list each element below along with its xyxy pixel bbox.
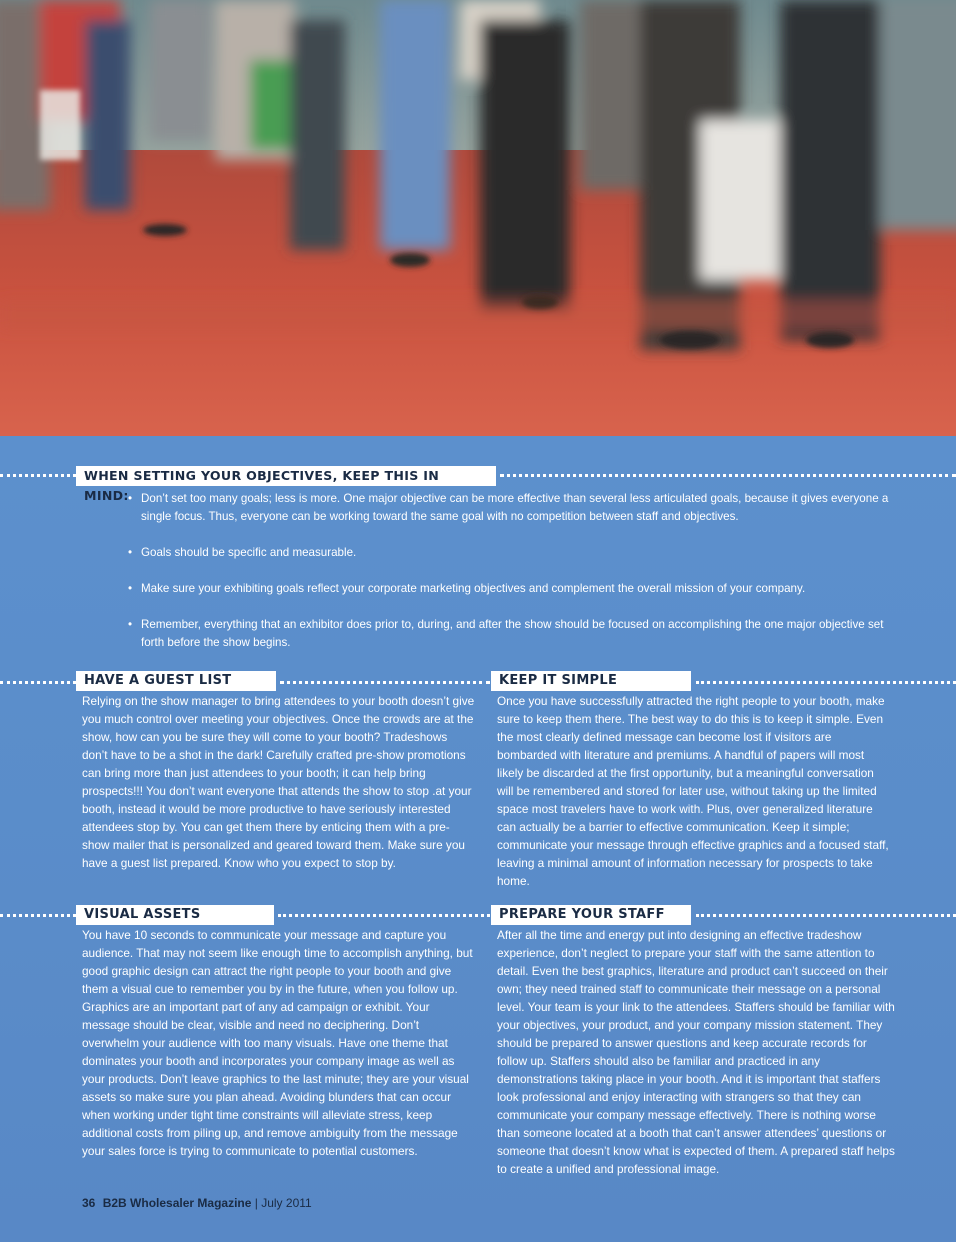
objectives-list	[128, 490, 908, 652]
bullet-icon: •	[128, 546, 133, 559]
hero-photo	[0, 0, 956, 436]
dotted-rule	[696, 914, 956, 917]
prepare-staff-heading: PREPARE YOUR STAFF	[491, 905, 691, 925]
keep-simple-heading: KEEP IT SIMPLE	[491, 671, 691, 691]
dotted-rule	[0, 681, 76, 684]
list-item: • Goals should be specific and measurable.	[128, 544, 908, 562]
list-item: • Make sure your exhibiting goals reflect your corporate marketing objectives and complement the overall mission of your company.	[128, 580, 908, 598]
visual-assets-heading: VISUAL ASSETS	[76, 905, 274, 925]
magazine-name: B2B Wholesaler Magazine	[102, 1196, 252, 1210]
objectives-heading: WHEN SETTING YOUR OBJECTIVES, KEEP THIS IN MIND:	[76, 466, 496, 486]
bullet-icon: •	[128, 582, 133, 595]
list-item: • Remember, everything that an exhibitor does prior to, during, and after the show should be focused on accomplishing the one major objective set forth before the show begins.	[128, 618, 884, 649]
dotted-rule	[0, 914, 76, 917]
prepare-staff-body: After all the time and energy put into designing an effective tradeshow experience, don’t neglect to prepare your staff with the same attention to detail. Even the best graphics, literature and product can’t succeed on their own; they need trained staff to communicate their message on a personal level. Your team is your link to the attendees. Staffers should be familiar with your objectives, your product, and your company mission statement. They should be prepared to answer questions and keep accurate records for follow up. Staffers should also be familiar and practiced in any demonstrations taking place in your booth. And it is important that staffers look professional and enjoy interacting with strangers so that they can communicate your company message effectively. There is nothing worse than someone located at a booth that can’t answer attendees’ questions or someone that doesn’t know what is expected of them. A prepared staff helps to create a unified and professional image.	[497, 928, 895, 1176]
guest-list-body: Relying on the show manager to bring attendees to your booth doesn’t give you much control over meeting your objectives. Once the crowds are at the show, how can you be sure they will come to your booth? Tradeshows don’t have to be a shot in the dark! Carefully crafted pre-show promotions can bring more than just attendees to your booth; it can help bring prospects!!! You don’t want everyone that attends the show to stop .at your booth, instead it would be more productive to have seriously interested attendees stop by. You can get them there by enticing them with a pre-show mailer that is personalized and geared toward them. Make sure you have a guest list prepared. Know who you expect to stop by.	[82, 694, 475, 870]
bullet-icon: •	[128, 618, 133, 631]
visual-assets-body: You have 10 seconds to communicate your message and capture you audience. That may not seem like enough time to accomplish anything, but good graphic design can attract the right people to your booth and give them a visual cue to remember you by in the future, when you follow up. Graphics are an important part of any ad campaign or exhibit. Your message should be clear, visible and need no deciphering. Don’t overwhelm your audience with too many visuals. Have one theme that dominates your booth and incorporates your company image as well as your products. Don’t leave graphics to the last minute; they are your visual assets so make sure you plan ahead. Avoiding blunders that can occur when working under tight time constraints will alleviate stress, keep additional costs from piling up, and remove ambiguity from the message your sales force is trying to communicate to potential customers.	[82, 928, 473, 1158]
dotted-rule	[280, 681, 490, 684]
dotted-rule	[500, 474, 956, 477]
guest-list-heading: HAVE A GUEST LIST	[76, 671, 276, 691]
bullet-icon: •	[128, 492, 133, 505]
list-item: • Don’t set too many goals; less is more. One major objective can be more effective than several less articulated goals, because it gives everyone a single focus. Thus, everyone can be working toward the same goal with no competition between staff and objectives.	[128, 492, 889, 523]
dotted-rule	[278, 914, 490, 917]
issue-date: | July 2011	[254, 1196, 312, 1210]
page-footer	[82, 1196, 312, 1210]
dotted-rule	[0, 474, 76, 477]
dotted-rule	[696, 681, 956, 684]
keep-simple-body: Once you have successfully attracted the right people to your booth, make sure to keep them there. The best way to do this is to keep it simple. Even the most clearly defined message can become lost if visitors are bombarded with literature and premiums. A handful of papers will most likely be discarded at the first opportunity, but a meaningful conversation will be remembered and stored for later use, without taking up the limited space most travelers have to work with. Plus, over generalized literature can actually be a barrier to effective communication. Keep it simple; communicate your message through effective graphics and a focused staff, leaving a minimal amount of information necessary for prospects to take home.	[497, 694, 889, 888]
page-number: 36	[82, 1196, 96, 1210]
